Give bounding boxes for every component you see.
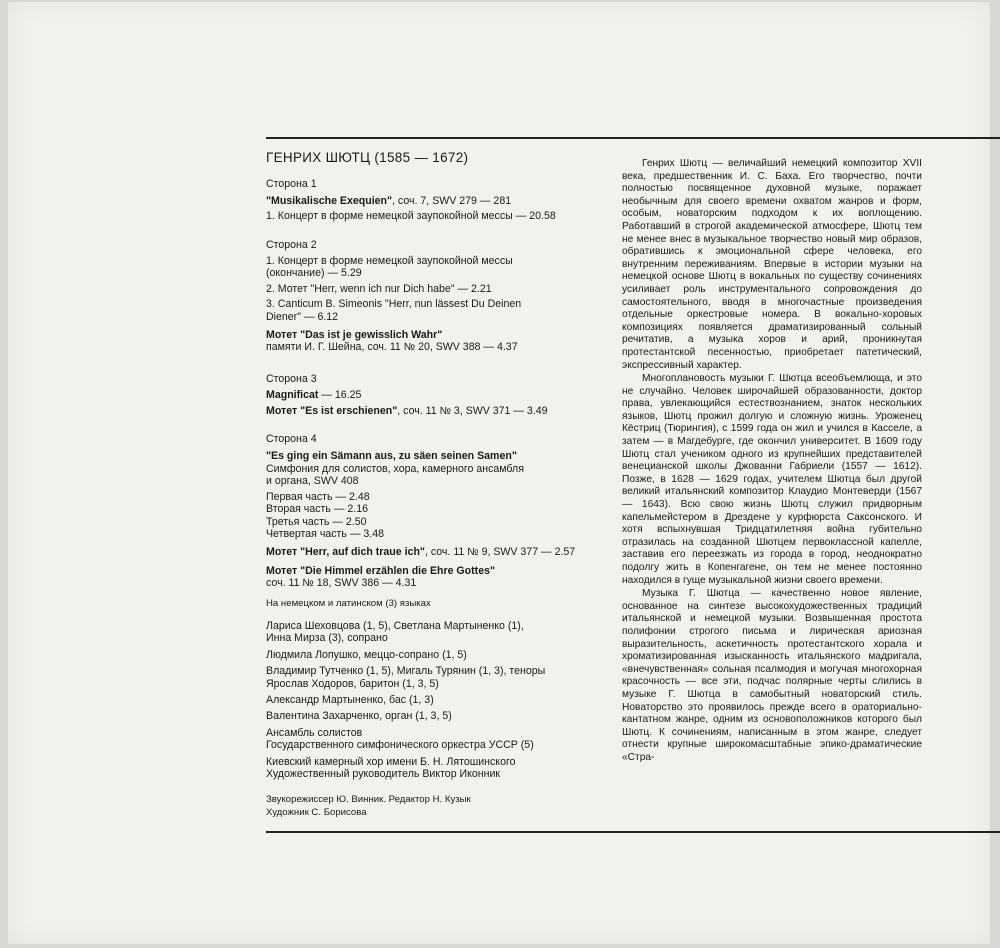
side-1-label: Сторона 1 [266,178,317,191]
part-1: Первая часть — 2.48 [266,490,370,503]
essay-paragraph: Музыка Г. Шютца — качественно новое явление, основанное на синтезе высокохудожественных традиций итальянской и немецкой музыки. Возвышенная простота полифонии строгого письма и лирическая ариозная выразительность, аскетичность протестантского хорала и хроматизированная изысканность итальянского мадригала, «внечувственная» сольная псалмодия и могучая многохорная красочность — все эти, подчас полярные черты слились в музыке Г. Шютца в самобытный новаторский стиль. Новаторство это проявилось прежде всего в ораториально-кантатном жанре, одним из основоположников которого был Шютц. К сочинениям, написанным в этом жанре, следует отнести крупные широкомасштабные эпико-драматические «Стра- [622,588,922,763]
side-4-label: Сторона 4 [266,433,317,446]
side-1-item: 1. Концерт в форме немецкой заупокойной мессы — 20.58 [266,210,556,223]
side-3-label: Сторона 3 [266,372,317,385]
side-2-label: Сторона 2 [266,238,317,251]
performer-line: Художественный руководитель Виктор Иконник [266,768,501,781]
side-3-magnificat: Magnificat — 16.25 [266,389,362,402]
side-4-motet-1: Мотет "Herr, auf dich traue ich", соч. 11 № 9, SWV 377 — 2.57 [266,546,576,559]
composer-title: ГЕНРИХ ШЮТЦ (1585 — 1672) [266,150,469,165]
side-2-item-1: 1. Концерт в форме немецкой заупокойной мессы (окончание) — 5.29 [266,255,513,280]
performer-line: Ансамбль солистов [266,726,363,739]
performer-line: Лариса Шеховцова (1, 5), Светлана Мартыненко (1), [266,619,524,632]
performer-line: Ярослав Ходоров, баритон (1, 3, 5) [266,677,439,690]
part-4: Четвертая часть — 3.48 [266,527,384,540]
part-3: Третья часть — 2.50 [266,515,367,528]
side-4-description: Симфония для солистов, хора, камерного ансамбля и органа, SWV 408 [266,462,524,488]
performers-list [266,620,611,780]
credits-line: Художник С. Борисова [266,806,367,818]
side-2-item-3: 3. Canticum B. Simeonis "Herr, nun lässest Du Deinen Diener" — 6.12 [266,298,522,323]
side-1-work: "Musikalische Exequien", соч. 7, SWV 279 — 281 [266,194,512,207]
side-2-item-2: 2. Мотет "Herr, wenn ich nur Dich habe" — 2.21 [266,282,492,295]
languages-note: На немецком и латинском (3) языках [266,597,431,609]
top-rule [266,137,1000,139]
side-3-motet: Мотет "Es ist erschienen", соч. 11 № 3, SWV 371 — 3.49 [266,404,548,417]
essay-paragraph: Многоплановость музыки Г. Шютца всеобъемлюща, и это не случайно. Человек широчайшей образованности, доктор права, увлекающийся естествознанием, знаток нескольких языков, Шютц прожил долгую и сложную жизнь. Уроженец Кёстриц (Тюрингия), с 1599 года он жил и учился в Касселе, а затем — в Магдебурге, где окончил университет. В 1609 году Шютц стал учеником одного из крупнейших представителей венецианской школы Джованни Габриели (1557 — 1612). Позже, в 1628 — 1629 годах, учителем Шютца был другой великий итальянский композитор Клаудио Монтеверди (1567 — 1643). Всю свою жизнь Шютц служил придворным капельмейстером в Дрездене у курфюрста Саксонского. И хотя вспыхнувшая Тридцатилетняя война губительно отразилась на созданной Шютцем первоклассной капелле, заставив его переезжать из города в город, неоднократно подолгу жить в Копенгагене, он тем не менее постоянно находился в гуще музыкальной жизни своего времени. [622,373,922,586]
side-4-motet-2: Мотет "Die Himmel erzählen die Ehre Gottes" соч. 11 № 18, SWV 386 — 4.31 [266,564,496,590]
performer-line: Людмила Лопушко, меццо-сопрано (1, 5) [266,648,467,661]
performer-line: Киевский камерный хор имени Б. Н. Лятошинского [266,755,516,768]
performer-line: Государственного симфонического оркестра УССР (5) [266,739,534,752]
credits [266,794,611,819]
performer-line: Владимир Тутченко (1, 5), Мигаль Турянин (1, 3), теноры [266,665,546,678]
side-2-motet: Мотет "Das ist je gewisslich Wahr" памяти И. Г. Шейна, соч. 11 № 20, SWV 388 — 4.37 [266,329,518,354]
performer-line: Валентина Захарченко, орган (1, 3, 5) [266,710,452,723]
record-sleeve-page [8,2,990,944]
tracklist-column [266,152,611,822]
credits-line: Звукорежиссер Ю. Винник. Редактор Н. Кузык [266,794,471,806]
part-2: Вторая часть — 2.16 [266,503,368,516]
side-4-work: "Es ging ein Sämann aus, zu säen seinen Samen" [266,449,517,462]
side-4-parts [266,491,611,541]
performer-line: Инна Мирза (3), сопрано [266,632,388,645]
performer-line: Александр Мартыненко, бас (1, 3) [266,694,434,706]
essay-paragraph: Генрих Шютц — величайший немецкий композитор XVII века, предшественник И. С. Баха. Его творчество, почти полностью посвященное духовной музыке, поражает необычным для своего времени охватом жанров и форм, особым, новаторским подходом к их воплощению. Работавший в строгой академической атмосфере, Шютц тем не менее внес в музыкальное творчество новый мир образов, обратившись к эмоциональной сфере человека, его внутренним переживаниям. Впервые в истории музыки на немецкой основе Шютц в вокальных по существу сочинениях усиливает роль инструментального сопровождения до самостоятельного, вводя в многочастные произведения отдельные оркестровые номера. В вокально-хоровых композициях появляется драматизированный сольный речитатив, а музыка хоров и арий, проникнутая протестантской песенностью, приобретает патетический, экспрессивный характер. [622,158,922,371]
essay-column [622,158,922,766]
bottom-rule [266,831,1000,833]
